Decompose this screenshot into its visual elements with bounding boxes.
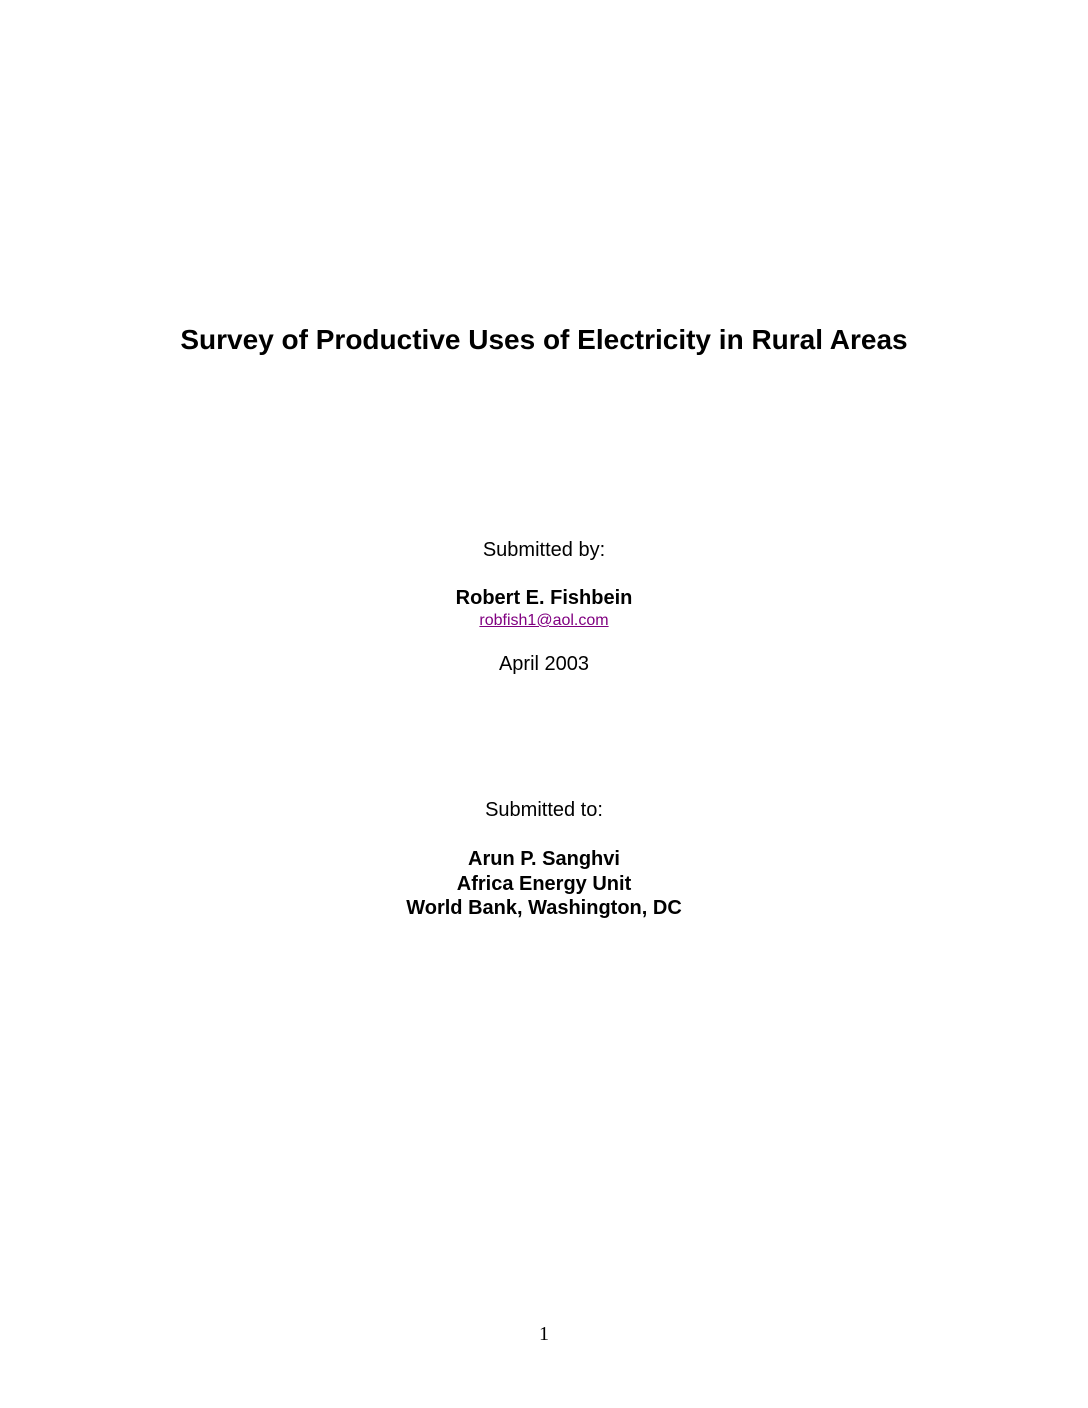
document-title: Survey of Productive Uses of Electricity in Rural Areas — [180, 324, 908, 355]
author-name: Robert E. Fishbein — [455, 587, 633, 609]
submitted-by-label: Submitted by: — [482, 539, 606, 561]
submission-date: April 2003 — [498, 653, 590, 675]
page-number: 1 — [539, 1323, 549, 1345]
recipient-unit: Africa Energy Unit — [456, 873, 632, 895]
recipient-name: Arun P. Sanghvi — [468, 848, 620, 870]
author-email-link[interactable]: robfish1@aol.com — [479, 612, 609, 629]
recipient-organization: World Bank, Washington, DC — [406, 897, 682, 919]
submitted-to-label: Submitted to: — [485, 799, 603, 821]
